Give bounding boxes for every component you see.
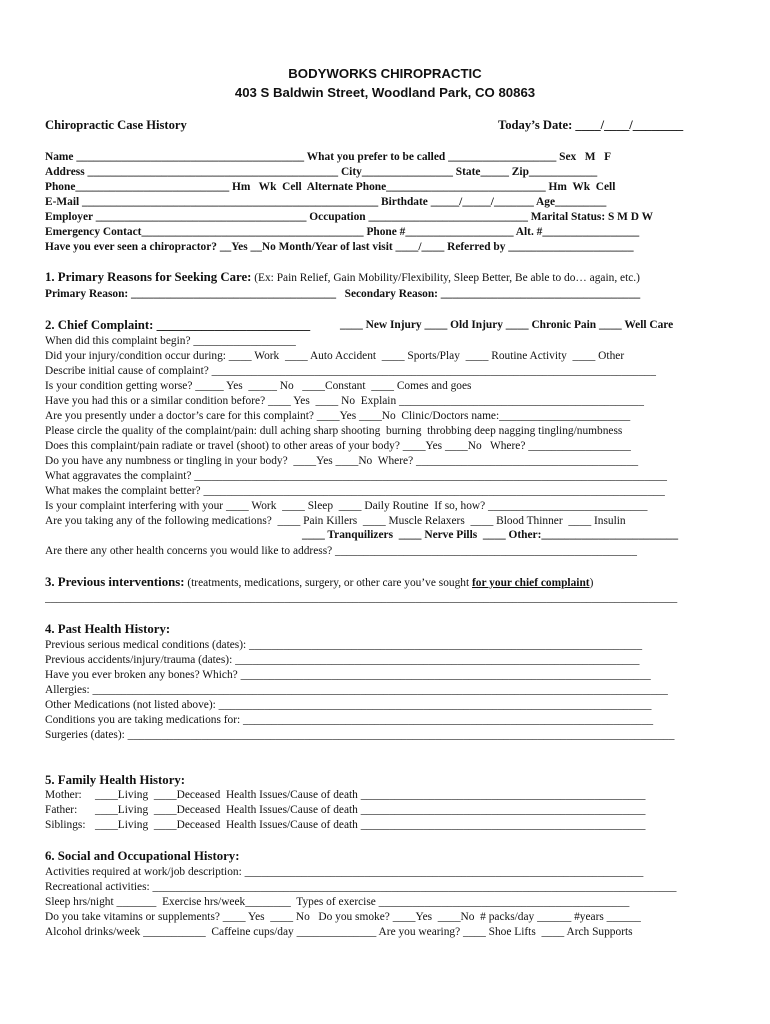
section-4-title: 4. Past Health History: xyxy=(45,622,171,636)
broken-bones-field[interactable]: Have you ever broken any bones? Which? ________________________________________________________________________ xyxy=(45,669,651,681)
chiropractor-history-field[interactable]: Have you ever seen a chiropractor? __Yes __No Month/Year of last visit ____/____ Referred by ______________________ xyxy=(45,241,634,253)
other-concerns-field[interactable]: Are there any other health concerns you would like to address? _____________________________________________________ xyxy=(45,545,637,557)
name-field[interactable]: Name ________________________________________ What you prefer to be called ___________________ Sex M F xyxy=(45,151,612,163)
complaint-begin-field[interactable]: When did this complaint begin? __________________ xyxy=(45,335,296,347)
address-field[interactable]: Address ____________________________________________ City________________ State_____ Zip____________ xyxy=(45,166,598,178)
serious-conditions-field[interactable]: Previous serious medical conditions (dates): _____________________________________________________________________ xyxy=(45,639,643,651)
recreational-field[interactable]: Recreational activities: ____________________________________________________________________________________________ xyxy=(45,881,677,893)
sleep-exercise-field[interactable]: Sleep hrs/night _______ Exercise hrs/week________ Types of exercise ____________________________________________ xyxy=(45,896,630,908)
siblings-field[interactable]: ____Living ____Deceased Health Issues/Cause of death __________________________________________________ xyxy=(95,819,646,831)
aggravates-field[interactable]: What aggravates the complaint? ___________________________________________________________________________________ xyxy=(45,470,667,482)
emergency-contact-field[interactable]: Emergency Contact_______________________________________ Phone #___________________ Alt. #_________________ xyxy=(45,226,640,238)
vitamins-smoking-field[interactable]: Do you take vitamins or supplements? ____ Yes ____ No Do you smoke? ____Yes ____No # packs/day ______ #years ______ xyxy=(45,911,641,923)
section-3-title: 3. Previous interventions: xyxy=(45,575,185,589)
injury-type-options[interactable]: ____ New Injury ____ Old Injury ____ Chronic Pain ____ Well Care xyxy=(340,319,674,331)
section-1-title: 1. Primary Reasons for Seeking Care: xyxy=(45,270,252,284)
siblings-label: Siblings: xyxy=(45,819,86,831)
section-5-title: 5. Family Health History: xyxy=(45,773,186,787)
conditions-medications-field[interactable]: Conditions you are taking medications for: ________________________________________________________________________ xyxy=(45,714,654,726)
chief-complaint-field[interactable]: 2. Chief Complaint: ________________________ xyxy=(45,318,311,332)
section-6-title: 6. Social and Occupational History: xyxy=(45,849,240,863)
mother-field[interactable]: ____Living ____Deceased Health Issues/Cause of death __________________________________________________ xyxy=(95,789,646,801)
interference-field[interactable]: Is your complaint interfering with your ____ Work ____ Sleep ____ Daily Routine If so, how? ____________________________ xyxy=(45,500,648,512)
medications-field[interactable]: Are you taking any of the following medications? ____ Pain Killers ____ Muscle Relaxers ____ Blood Thinner ____ Insulin xyxy=(45,515,626,527)
todays-date-field[interactable]: Today’s Date: ____/____/________ xyxy=(498,118,684,132)
pain-quality-field[interactable]: Please circle the quality of the complaint/pain: dull aching sharp shooting burning throbbing deep nagging tingling/numbness xyxy=(45,425,623,437)
father-label: Father: xyxy=(45,804,78,816)
work-activities-field[interactable]: Activities required at work/job description: ______________________________________________________________________ xyxy=(45,866,644,878)
alcohol-caffeine-field[interactable]: Alcohol drinks/week ___________ Caffeine cups/day ______________ Are you wearing? ____ Shoe Lifts ____ Arch Supports xyxy=(45,926,633,938)
accidents-field[interactable]: Previous accidents/injury/trauma (dates): _______________________________________________________________________ xyxy=(45,654,640,666)
similar-condition-field[interactable]: Have you had this or a similar condition before? ____ Yes ____ No Explain ___________________________________________ xyxy=(45,395,644,407)
initial-cause-field[interactable]: Describe initial cause of complaint? ______________________________________________________________________________ xyxy=(45,365,656,377)
father-field[interactable]: ____Living ____Deceased Health Issues/Cause of death __________________________________________________ xyxy=(95,804,646,816)
employer-field[interactable]: Employer _____________________________________ Occupation ____________________________ Marital Status: S M D W xyxy=(45,211,654,223)
phone-field[interactable]: Phone___________________________ Hm Wk Cell Alternate Phone____________________________ Hm Wk Cell xyxy=(45,181,616,193)
better-field[interactable]: What makes the complaint better? _________________________________________________________________________________ xyxy=(45,485,665,497)
clinic-name: BODYWORKS CHIROPRACTIC xyxy=(288,66,482,81)
medications-field-continued[interactable]: ____ Tranquilizers ____ Nerve Pills ____ Other:________________________ xyxy=(302,529,679,541)
section-3-close: ) xyxy=(589,577,594,589)
worsening-field[interactable]: Is your condition getting worse? _____ Yes _____ No ____Constant ____ Comes and goes xyxy=(45,380,472,392)
reasons-field[interactable]: Primary Reason: ____________________________________ Secondary Reason: ___________________________________ xyxy=(45,288,641,300)
clinic-address: 403 S Baldwin Street, Woodland Park, CO 80863 xyxy=(234,85,536,100)
numbness-field[interactable]: Do you have any numbness or tingling in your body? ____Yes ____No Where? _______________________________________ xyxy=(45,455,639,467)
form-title: Chiropractic Case History xyxy=(45,118,187,132)
section-1-hint: (Ex: Pain Relief, Gain Mobility/Flexibility, Sleep Better, Be able to do… again, etc.) xyxy=(251,272,640,284)
email-field[interactable]: E-Mail ____________________________________________________ Birthdate _____/_____/_______ Age_________ xyxy=(45,196,607,208)
section-3-heading xyxy=(45,575,715,590)
other-medications-field[interactable]: Other Medications (not listed above): ____________________________________________________________________________ xyxy=(45,699,652,711)
interventions-field[interactable]: _______________________________________________________________________________________________________________ xyxy=(45,592,678,604)
section-3-text: (treatments, medications, surgery, or other care you’ve sought xyxy=(184,577,472,589)
doctor-care-field[interactable]: Are you presently under a doctor’s care for this complaint? ____Yes ____No Clinic/Doctors name:_______________________ xyxy=(45,410,631,422)
section-1-heading xyxy=(45,270,715,285)
section-3-emphasis: for your chief complaint xyxy=(472,577,590,589)
surgeries-field[interactable]: Surgeries (dates): ________________________________________________________________________________________________ xyxy=(45,729,675,741)
injury-occurrence-field[interactable]: Did your injury/condition occur during: ____ Work ____ Auto Accident ____ Sports/Play ____ Routine Activity ____ Other xyxy=(45,350,625,362)
mother-label: Mother: xyxy=(45,789,82,801)
radiate-field[interactable]: Does this complaint/pain radiate or travel (shoot) to other areas of your body? ____Yes ____No Where? __________________ xyxy=(45,440,631,452)
allergies-field[interactable]: Allergies: _____________________________________________________________________________________________________ xyxy=(45,684,668,696)
